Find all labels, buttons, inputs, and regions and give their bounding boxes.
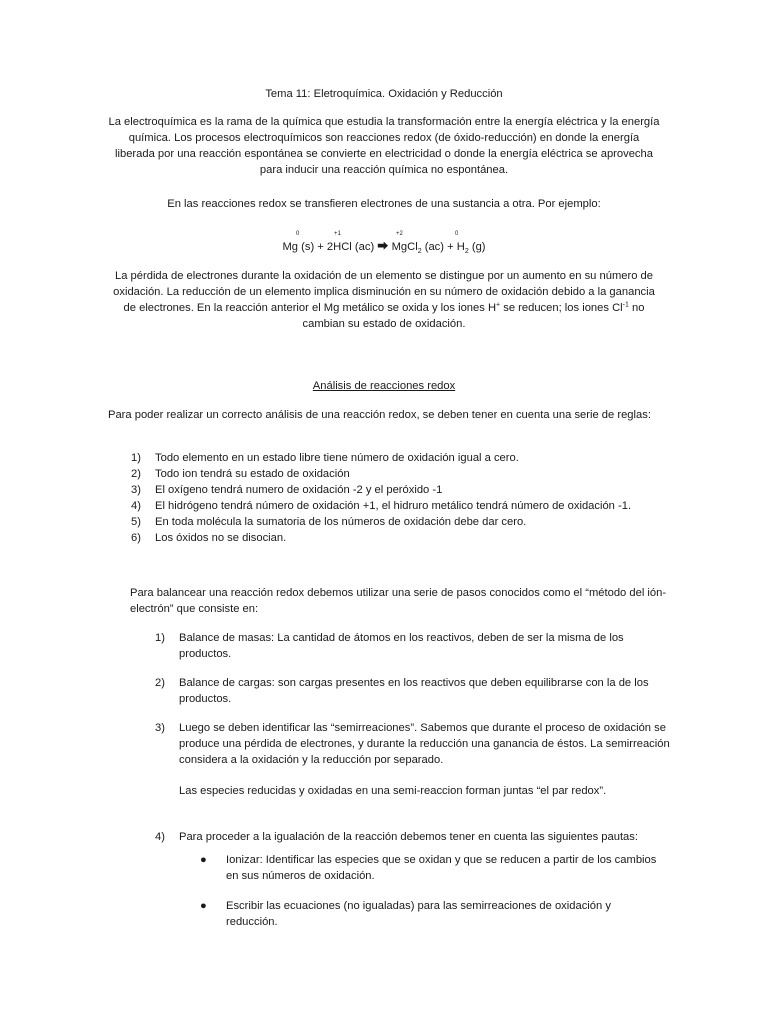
oxidation-state-h2: 0 (455, 231, 459, 237)
explanation-text-1: La pérdida de electrones durante la oxidación de un elemento se distingue por un aumento en su número de oxidación. La reducción de un elemento implica disminución en su número de oxidación debido a la ganancia de electrones. En la reacción anterior el Mg metálico se oxida y los iones H (113, 270, 655, 314)
equation-tail: (g) (468, 241, 486, 253)
list-number: 4) (155, 831, 165, 843)
list-item (108, 466, 668, 482)
list-item-text: Todo elemento en un estado libre tiene número de oxidación igual a cero. (155, 452, 519, 464)
list-item-text: Balance de masas: La cantidad de átomos en los reactivos, deben de ser la misma de los productos. (179, 632, 624, 660)
steps-list (130, 630, 670, 845)
explanation-text-3: no cambian su estado de oxidación. (302, 302, 645, 330)
equation-product-mgcl: MgCl (388, 241, 418, 253)
list-number: 3) (131, 484, 141, 496)
list-item (130, 630, 670, 662)
list-item (108, 514, 668, 530)
charge-superscript: + (496, 301, 501, 309)
bullet-list (200, 852, 660, 930)
list-item-text: Todo ion tendrá su estado de oxidación (155, 468, 350, 480)
bullet-item-text: Escribir las ecuaciones (no igualadas) para las semirreaciones de oxidación y reducción. (226, 900, 611, 928)
explanation-text-2: se reducen; los iones Cl (500, 302, 623, 314)
bullet-item-text: Ionizar: Identificar las especies que se oxidan y que se reducen a partir de los cambios en sus números de oxidación. (226, 854, 657, 882)
list-number: 2) (131, 468, 141, 480)
list-item-text: Balance de cargas: son cargas presentes en los reactivos que deben equilibrarse con la de los productos. (179, 677, 649, 705)
list-number: 3) (155, 722, 165, 734)
intro-paragraph: La electroquímica es la rama de la química que estudia la transformación entre la energía eléctrica y la energía química. Los procesos electroquímicos son reacciones redox (de óxido-reducción) en donde la energía liberada por una reacción espontánea se convierte en electricidad o donde la energía eléctrica se aprovecha para inducir una reacción química no espontánea. (108, 116, 660, 176)
document-title: Tema 11: Eletroquímica. Oxidación y Reducción (265, 88, 503, 100)
oxidation-state-mg: 0 (296, 231, 300, 237)
oxidation-state-mg-product: +2 (396, 231, 403, 237)
redox-intro-paragraph: En las reacciones redox se transfieren electrones de una sustancia a otra. Por ejemplo: (167, 198, 601, 210)
list-number: 4) (131, 500, 141, 512)
bullet-item (200, 852, 660, 884)
list-item-text: El hidrógeno tendrá número de oxidación +1, el hidruro metálico tendrá número de oxidación -1. (155, 500, 632, 512)
list-item (108, 498, 668, 514)
bullet-icon: ● (200, 900, 207, 912)
list-number: 5) (131, 516, 141, 528)
list-item (130, 675, 670, 707)
equation-line (0, 239, 768, 255)
section-heading-text: Análisis de reacciones redox (312, 380, 456, 392)
list-item (108, 530, 668, 546)
charge-superscript: -1 (622, 301, 629, 309)
subscript-2: 2 (417, 248, 422, 256)
list-item-note: Las especies reducidas y oxidadas en una semi-reaccion forman juntas “el par redox”. (179, 785, 607, 797)
list-item-text: Para proceder a la igualación de la reacción debemos tener en cuenta las siguientes pautas: (179, 831, 638, 843)
subscript-2: 2 (464, 248, 469, 256)
list-item-text: En toda molécula la sumatoria de los números de oxidación debe dar cero. (155, 516, 527, 528)
oxidation-state-h: +1 (334, 231, 341, 237)
list-item (130, 829, 670, 845)
list-number: 1) (131, 452, 141, 464)
bullet-icon: ● (200, 854, 207, 866)
list-number: 1) (155, 632, 165, 644)
oxidation-explanation-paragraph (108, 268, 660, 332)
method-intro-paragraph: Para balancear una reacción redox debemos utilizar una serie de pasos conocidos como el “método del ión-electrón” que consiste en: (130, 587, 667, 615)
equation-reactants: Mg (s) + 2HCl (ac) (282, 241, 378, 253)
list-number: 6) (131, 532, 141, 544)
list-item (108, 450, 668, 466)
rules-list (108, 450, 668, 546)
equation-product-h: (ac) + H (421, 241, 465, 253)
list-item (130, 720, 670, 799)
bullet-item (200, 898, 660, 930)
reaction-arrow-icon: ⮕ (377, 241, 389, 253)
section-heading (0, 378, 768, 394)
list-item (108, 482, 668, 498)
list-item-text: El oxígeno tendrá numero de oxidación -2 y el peróxido -1 (155, 484, 443, 496)
list-number: 2) (155, 677, 165, 689)
list-item-text: Los óxidos no se disocian. (155, 532, 287, 544)
rules-intro-paragraph: Para poder realizar un correcto análisis de una reacción redox, se deben tener en cuenta una serie de reglas: (108, 409, 651, 421)
list-item-text: Luego se deben identificar las “semirreaciones”. Sabemos que durante el proceso de oxidación se produce una pérdida de electrones, y durante la reducción una ganancia de éstos. La semirreación considera a la oxidación y la reducción por separado. (179, 722, 670, 766)
